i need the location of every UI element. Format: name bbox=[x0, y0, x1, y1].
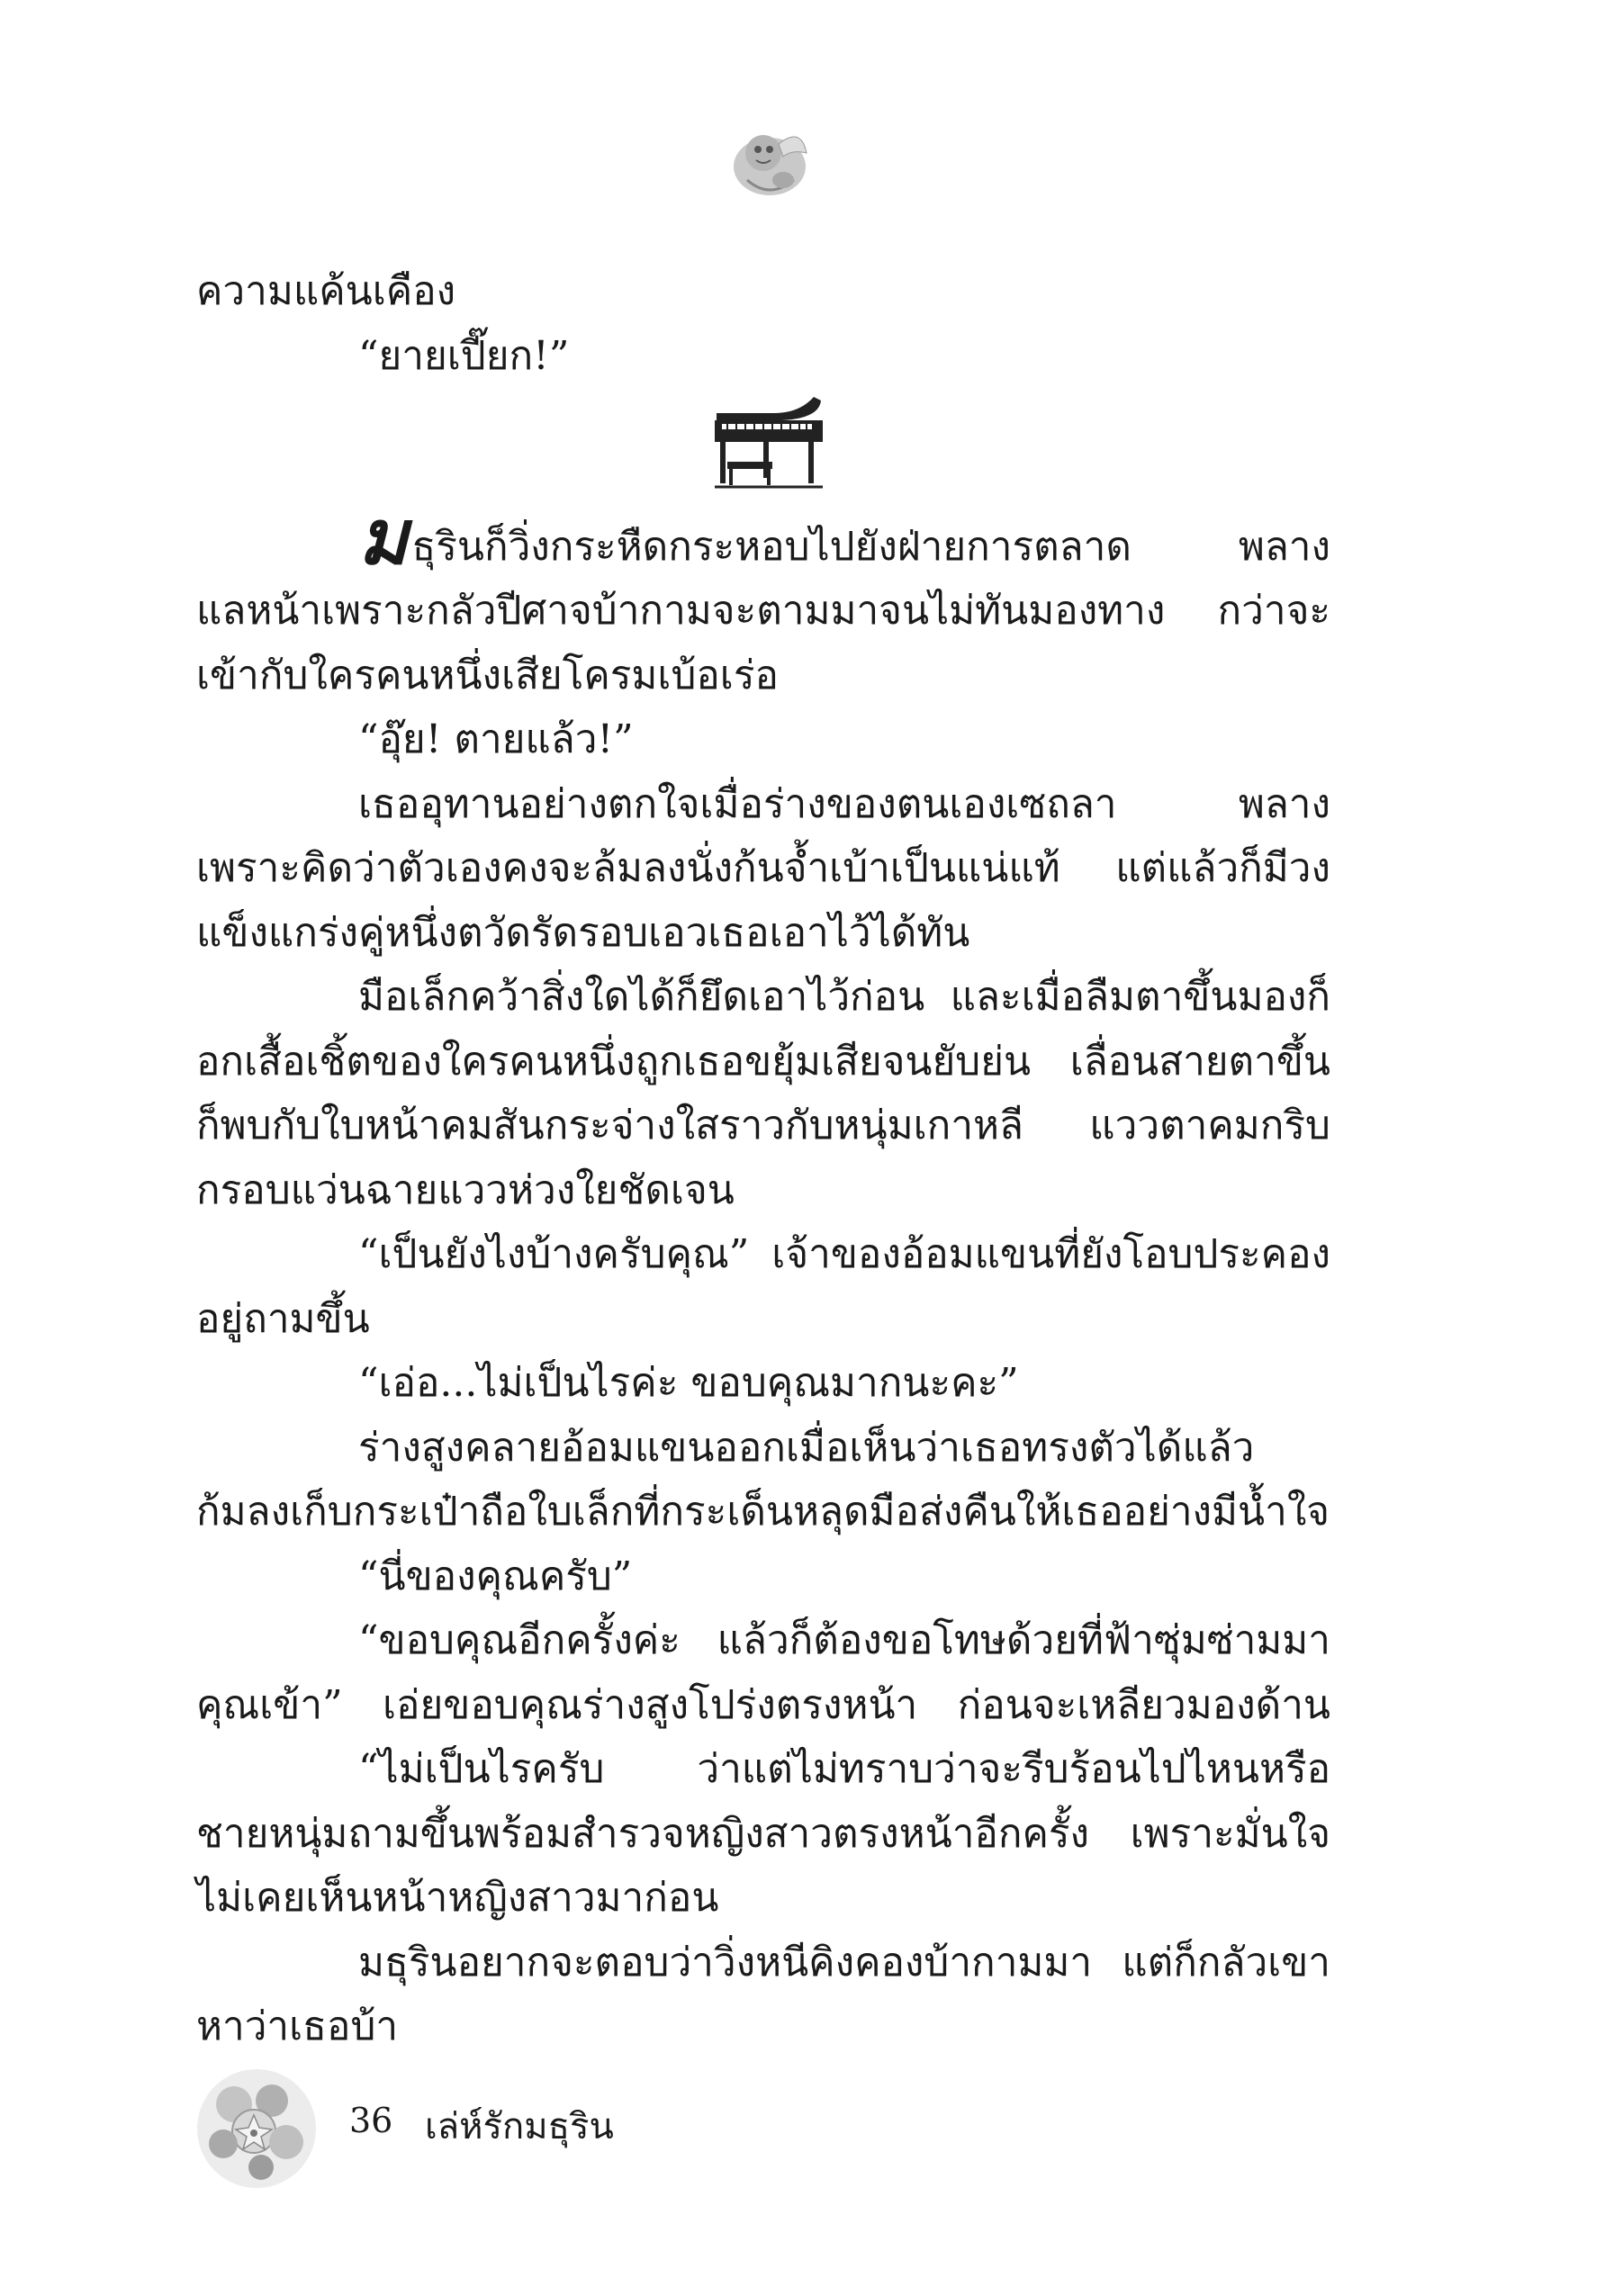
story-text bbox=[196, 259, 1330, 2059]
book-title: เล่ห์รักมธุริน bbox=[425, 2106, 614, 2147]
text-line: กรอบแว่นฉายแววห่วงใยชัดเจน bbox=[196, 1166, 735, 1213]
text-line: ชายหนุ่มถามขึ้นพร้อมสำรวจหญิงสาวตรงหน้าอีกครั้ง เพราะมั่นใจ bbox=[196, 1810, 1330, 1857]
cartoon-angel-icon bbox=[720, 117, 819, 207]
text-line: เข้ากับใครคนหนึ่งเสียโครมเบ้อเร่อ bbox=[196, 652, 779, 698]
page-footer bbox=[189, 2061, 819, 2196]
drop-cap-letter: ม bbox=[358, 492, 409, 581]
text-line: “อุ๊ย! ตายแล้ว!” bbox=[358, 716, 634, 762]
text-line: “เป็นยังไงบ้างครับคุณ” เจ้าของอ้อมแขนที่ยังโอบประคอง bbox=[358, 1231, 1330, 1277]
text-line: ก็พบกับใบหน้าคมสันกระจ่างใสราวกับหนุ่มเกาหลี แววตาคมกริบ bbox=[196, 1103, 1330, 1148]
text-line: “นี่ของคุณครับ” bbox=[358, 1553, 633, 1599]
text-line: มือเล็กคว้าสิ่งใดได้ก็ยึดเอาไว้ก่อน และเมื่อลืมตาขึ้นมองก็ bbox=[358, 974, 1330, 1020]
text-line: ความแค้นเคือง bbox=[196, 268, 456, 314]
text-line: แข็งแกร่งคู่หนึ่งตวัดรัดรอบเอวเธอเอาไว้ได้ทัน bbox=[196, 909, 970, 956]
text-line: “ไม่เป็นไรครับ ว่าแต่ไม่ทราบว่าจะรีบร้อนไปไหนหรือ bbox=[358, 1746, 1330, 1792]
text-line: หาว่าเธอบ้า bbox=[196, 2003, 399, 2049]
grand-piano-icon bbox=[709, 393, 826, 492]
text-line: “ขอบคุณอีกครั้งค่ะ แล้วก็ต้องขอโทษด้วยที่ฟ้าซุ่มซ่ามมา bbox=[358, 1617, 1330, 1663]
text-line: แลหน้าเพราะกลัวปีศาจบ้ากามจะตามมาจนไม่ทันมองทาง กว่าจะ bbox=[196, 588, 1330, 634]
text-line: ร่างสูงคลายอ้อมแขนออกเมื่อเห็นว่าเธอทรงตัวได้แล้ว bbox=[358, 1424, 1255, 1471]
text-line: “ยายเปี๊ยก!” bbox=[358, 332, 570, 379]
text-line: คุณเข้า” เอ่ยขอบคุณร่างสูงโปร่งตรงหน้า ก่อนจะเหลียวมองด้าน bbox=[196, 1681, 1330, 1728]
flower-bouquet-icon bbox=[189, 2061, 324, 2196]
text-line: เพราะคิดว่าตัวเองคงจะล้มลงนั่งก้นจ้ำเบ้าเป็นแน่แท้ แต่แล้วก็มีวง bbox=[196, 845, 1330, 891]
text-line: อกเสื้อเชิ้ตของใครคนหนึ่งถูกเธอขยุ้มเสียจนยับย่น เลื่อนสายตาขึ้น bbox=[196, 1038, 1330, 1085]
scene-divider bbox=[196, 388, 1330, 498]
page-number: 36 bbox=[349, 2101, 393, 2140]
text-line: ธุรินก็วิ่งกระหืดกระหอบไปยังฝ่ายการตลาด พลาง bbox=[411, 523, 1330, 570]
text-line: อยู่ถามขึ้น bbox=[196, 1295, 370, 1342]
drop-cap-paragraph bbox=[196, 492, 1330, 581]
text-line: ไม่เคยเห็นหน้าหญิงสาวมาก่อน bbox=[196, 1875, 719, 1921]
text-line: “เอ่อ...ไม่เป็นไรค่ะ ขอบคุณมากนะคะ” bbox=[358, 1360, 1019, 1406]
text-line: เธออุทานอย่างตกใจเมื่อร่างของตนเองเซถลา พลาง bbox=[358, 780, 1330, 827]
text-line: ก้มลงเก็บกระเป๋าถือใบเล็กที่กระเด็นหลุดมือส่งคืนให้เธออย่างมีน้ำใจ bbox=[196, 1489, 1330, 1535]
text-line: มธุรินอยากจะตอบว่าวิ่งหนีคิงคองบ้ากามมา แต่ก็กลัวเขา bbox=[358, 1939, 1330, 1985]
